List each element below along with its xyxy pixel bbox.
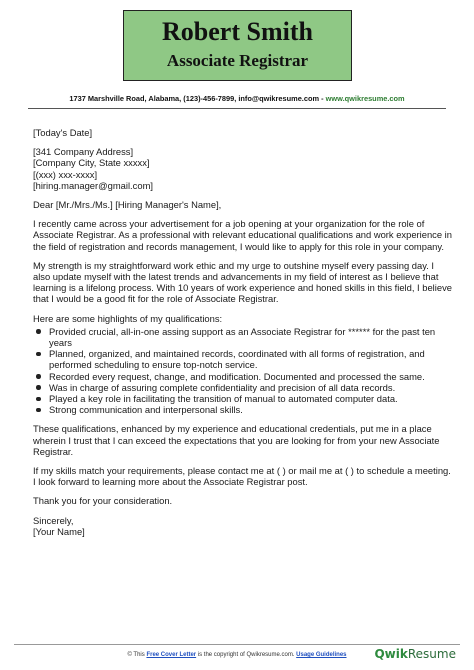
letter-date: [Today's Date] <box>33 127 93 138</box>
address-line: [341 Company Address] <box>33 146 134 158</box>
footer-divider <box>14 644 460 645</box>
highlights-list <box>33 326 453 416</box>
salutation: Dear [Mr./Mrs./Ms.] [Hiring Manager's Name], <box>33 199 222 211</box>
website-link[interactable]: www.qwikresume.com <box>325 94 405 103</box>
list-item: Provided crucial, all-in-one assing support as an Associate Registrar for ****** for the past ten years <box>49 326 453 348</box>
applicant-name: Robert Smith <box>162 17 313 46</box>
recipient-address <box>33 146 453 191</box>
address-line: [(xxx) xxx-xxxx] <box>33 168 98 180</box>
footer-middle: is the copyright of Qwikresume.com. <box>196 652 297 658</box>
highlights-intro: Here are some highlights of my qualifications: <box>33 312 223 324</box>
free-cover-letter-link[interactable]: Free Cover Letter <box>146 652 197 658</box>
address-line: [hiring.manager@gmail.com] <box>33 179 153 191</box>
job-title: Associate Registrar <box>166 51 309 70</box>
paragraph-strengths: My strength is my straightforward work ethic and my urge to outshine myself every passing day. I also update myself with the latest trends and advancements in my field of interest as I believe that learning is a lifelong process. With 10 years of work experience and honed skills in this field, I believe that I would be a good fit for the role of Associate Registrar. <box>33 259 452 305</box>
brand-qwik: Qwik <box>374 647 408 661</box>
closing: Sincerely, <box>33 514 74 526</box>
brand-resume: Resume <box>407 647 456 661</box>
paragraph-contact: If my skills match your requirements, please contact me at ( ) or mail me at ( ) to schedule a meeting. I look forward to learning more about the Associate Registrar post. <box>33 465 451 488</box>
paragraph-intro: I recently came across your advertisement for a job opening at your organization for the role of Associate Registrar. As a professional with relevant educational qualifications and work experience in the field of registration and records management, I would like to apply for this role in your company. <box>33 218 452 252</box>
paragraph-qualifications: These qualifications, enhanced by my experience and educational credentials, put me in a place wherein I trust that I can exceed the expectations that you are looking for from your new Associate Registrar. <box>33 423 440 457</box>
list-item: Strong communication and interpersonal skills. <box>49 404 453 415</box>
usage-guidelines-link[interactable]: Usage Guidelines <box>296 652 347 658</box>
list-item: Planned, organized, and maintained records, coordinated with all forms of registration, and performed scheduling to ensure top-notch service. <box>49 348 453 370</box>
footer-prefix: © This <box>127 652 147 658</box>
address-line: [Company City, State xxxxx] <box>33 157 150 169</box>
name-header-box <box>123 10 352 81</box>
contact-line <box>0 94 474 103</box>
header-divider <box>28 108 446 109</box>
paragraph-thanks: Thank you for your consideration. <box>33 495 173 507</box>
list-item: Recorded every request, change, and modification. Documented and processed the same. <box>49 371 453 382</box>
contact-details: 1737 Marshville Road, Alabama, (123)-456-7899, info@qwikresume.com - <box>69 94 326 103</box>
letter-body <box>33 127 453 545</box>
signature-name: [Your Name] <box>33 525 85 537</box>
list-item: Was in charge of assuring complete confidentiality and precision of all data records. <box>49 382 453 393</box>
qwikresume-logo <box>374 647 456 661</box>
list-item: Played a key role in facilitating the transition of manual to automated computer data. <box>49 393 453 404</box>
signature-block <box>33 515 453 537</box>
